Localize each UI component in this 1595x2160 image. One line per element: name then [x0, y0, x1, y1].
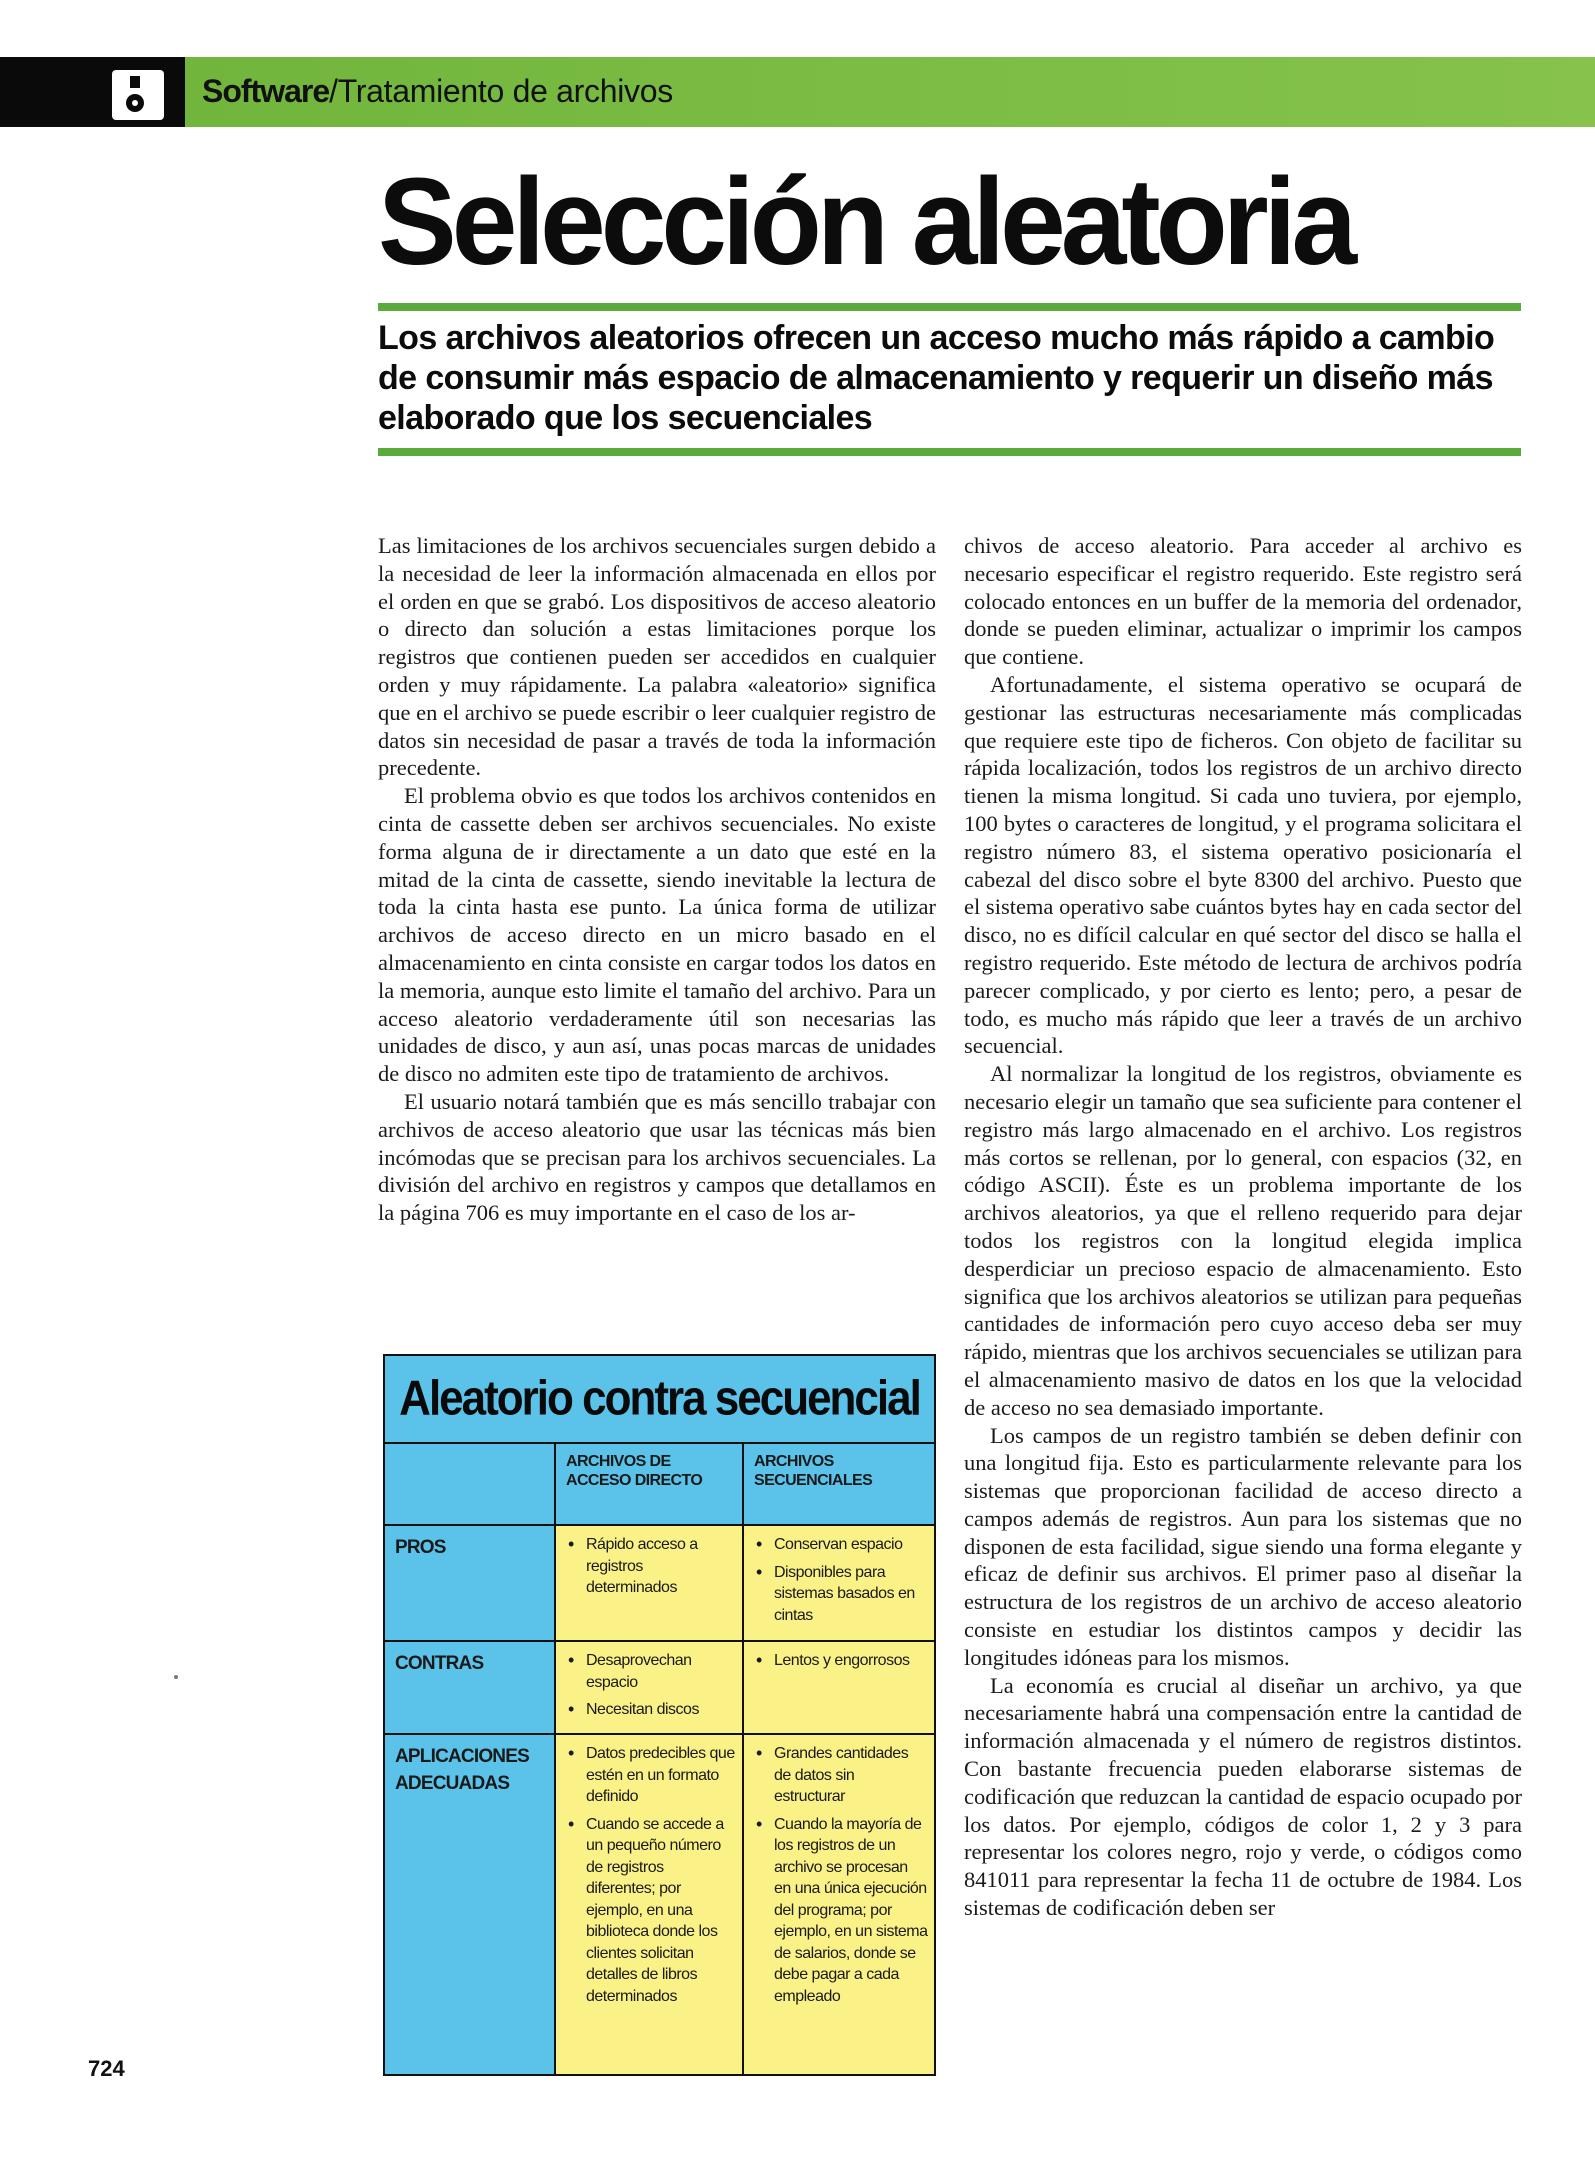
comparison-table — [383, 1354, 936, 2076]
table-corner — [385, 1444, 556, 1526]
bullet-item: • Conservan espacio — [754, 1534, 928, 1556]
paragraph: Los campos de un registro también se deben definir con una longitud fija. Esto es particularmente relevante para los sistemas que proporcionan facilidad de acceso directo a campos además de registros. Aun para los sistemas que no disponen de esta facilidad, sigue siendo una forma elegante y eficaz de definir sus archivos. El primer paso al diseñar la estructura de los registros de un archivo de acceso aleatorio consiste en estudiar los distintos campos y decidir las longitudes idóneas para los mismos. — [964, 1422, 1522, 1670]
bullet-item: • Necesitan discos — [566, 1699, 736, 1721]
cell-contras-direct — [556, 1642, 744, 1735]
paragraph: chivos de acceso aleatorio. Para acceder al archivo es necesario especificar el registro requerido. Este registro será colocado entonces en un buffer de la memoria del ordenador, donde se pueden eliminar, actualizar o imprimir los campos que contiene. — [964, 533, 1522, 670]
article-title: Selección aleatoria — [378, 152, 1353, 292]
left-column — [378, 532, 936, 1227]
bullet-item: • Cuando se accede a un pequeño número de registros diferentes; por ejemplo, en una biblioteca donde los clientes solicitan detalles de libros determinados — [566, 1814, 736, 2008]
cell-pros-direct — [556, 1526, 744, 1642]
right-column — [964, 532, 1522, 1922]
cell-contras-sequential — [744, 1642, 934, 1735]
section-header-text — [202, 73, 673, 110]
section-topic: /Tratamiento de archivos — [329, 73, 673, 109]
bullet-item: • Grandes cantidades de datos sin estructurar — [754, 1743, 928, 1808]
paragraph: El usuario notará también que es más sencillo trabajar con archivos de acceso aleatorio que usar las técnicas más bien incómodas que se precisan para los archivos secuenciales. La división del archivo en registros y campos que detallamos en la página 706 es muy importante en el caso de los ar- — [378, 1088, 936, 1226]
bullet-item: • Lentos y engorrosos — [754, 1650, 928, 1672]
table-title: Aleatorio contra secuencial — [399, 1371, 920, 1426]
cell-pros-sequential — [744, 1526, 934, 1642]
page-number: 724 — [88, 2056, 125, 2081]
bullet-item: • Datos predecibles que estén en un formato definido — [566, 1743, 736, 1808]
cell-aplicaciones-sequential — [744, 1735, 934, 2074]
floppy-disk-icon — [112, 70, 164, 120]
bullet-item: • Desaprovechan espacio — [566, 1650, 736, 1693]
article-subtitle: Los archivos aleatorios ofrecen un acceso mucho más rápido a cambio de consumir más espacio de almacenamiento y requerir un diseño más elaborado que los secuenciales — [378, 319, 1495, 437]
paragraph: El problema obvio es que todos los archivos contenidos en cinta de cassette deben ser archivos secuenciales. No existe forma alguna de ir directamente a un dato que esté en la mitad de la cinta de cassette, siendo inevitable la lectura de toda la cinta hasta ese punto. La única forma de utilizar archivos de acceso directo en un micro basado en el almacenamiento en cinta consiste en cargar todos los datos en la memoria, aunque esto limite el tamaño del archivo. Para un acceso aleatorio verdaderamente útil son necesarias las unidades de disco, y aun así, unas pocas marcas de unidades de disco no admiten este tipo de tratamiento de archivos. — [378, 783, 936, 1087]
print-speck — [174, 1675, 178, 1679]
table-grid — [385, 1442, 934, 2074]
column-header-sequential: ARCHIVOS SECUENCIALES — [744, 1444, 934, 1526]
paragraph: Afortunadamente, el sistema operativo se ocupará de gestionar las estructuras necesariamente más complicadas que requiere este tipo de ficheros. Con objeto de facilitar su rápida localización, todos los registros de un archivo directo tienen la misma longitud. Si cada uno tuviera, por ejemplo, 100 bytes o caracteres de longitud, y el programa solicitara el registro número 83, el sistema operativo posicionaría el cabezal del disco sobre el byte 8300 del archivo. Puesto que el sistema operativo sabe cuántos bytes hay en cada sector del disco, no es difícil calcular en qué sector del disco se halla el registro requerido. Este método de lectura de archivos podría parecer complicado, y por cierto es lento; pero, a pesar de todo, es mucho más rápido que leer a través de un archivo secuencial. — [964, 671, 1522, 1059]
bullet-item: • Disponibles para sistemas basados en cintas — [754, 1562, 928, 1627]
column-header-direct: ARCHIVOS DE ACCESO DIRECTO — [556, 1444, 744, 1526]
paragraph: Al normalizar la longitud de los registros, obviamente es necesario elegir un tamaño que sea suficiente para contener el registro más largo almacenado en el archivo. Los registros más cortos se rellenan, por lo general, con espacios (32, en código ASCII). Éste es un problema importante de los archivos aleatorios, ya que el relleno requerido para dejar todos los registros con la longitud elegida implica desperdiciar un precioso espacio de almacenamiento. Esto significa que los archivos aleatorios se utilizan para pequeñas cantidades de información pero cuyo acceso deba ser muy rápido, mientras que los archivos secuenciales se utilizan para el almacenamiento masivo de datos en los que la velocidad de acceso no sea demasiado importante. — [964, 1061, 1522, 1420]
paragraph: La economía es crucial al diseñar un archivo, ya que necesariamente habrá una compensación entre la cantidad de información almacenada y el número de registros distintos. Con bastante frecuencia pueden elaborarse sistemas de codificación que reduzcan la cantidad de espacio ocupado por los datos. Por ejemplo, códigos de color 1, 2 y 3 para representar los colores negro, rojo y verde, o códigos como 841011 para representar la fecha 11 de octubre de 1984. Los sistemas de codificación deben ser — [964, 1672, 1522, 1921]
title-rule-top — [378, 303, 1521, 311]
bullet-item: • Cuando la mayoría de los registros de un archivo se procesan en una única ejecución del programa; por ejemplo, en un sistema de salarios, donde se debe pagar a cada empleado — [754, 1814, 928, 2008]
bullet-item: • Rápido acceso a registros determinados — [566, 1534, 736, 1599]
row-header-pros: PROS — [385, 1526, 556, 1642]
row-header-aplicaciones: APLICACIONES ADECUADAS — [385, 1735, 556, 2074]
section-name: Software — [202, 73, 330, 109]
row-header-contras: CONTRAS — [385, 1642, 556, 1735]
paragraph: Las limitaciones de los archivos secuenciales surgen debido a la necesidad de leer la información almacenada en ellos por el orden en que se grabó. Los dispositivos de acceso aleatorio o directo dan solución a estas limitaciones porque los registros que contienen pueden ser accedidos en cualquier orden y muy rápidamente. La palabra «aleatorio» significa que en el archivo se puede escribir o leer cualquier registro de datos sin necesidad de pasar a través de toda la información precedente. — [378, 533, 936, 781]
title-rule-bottom — [378, 448, 1521, 456]
cell-aplicaciones-direct — [556, 1735, 744, 2074]
